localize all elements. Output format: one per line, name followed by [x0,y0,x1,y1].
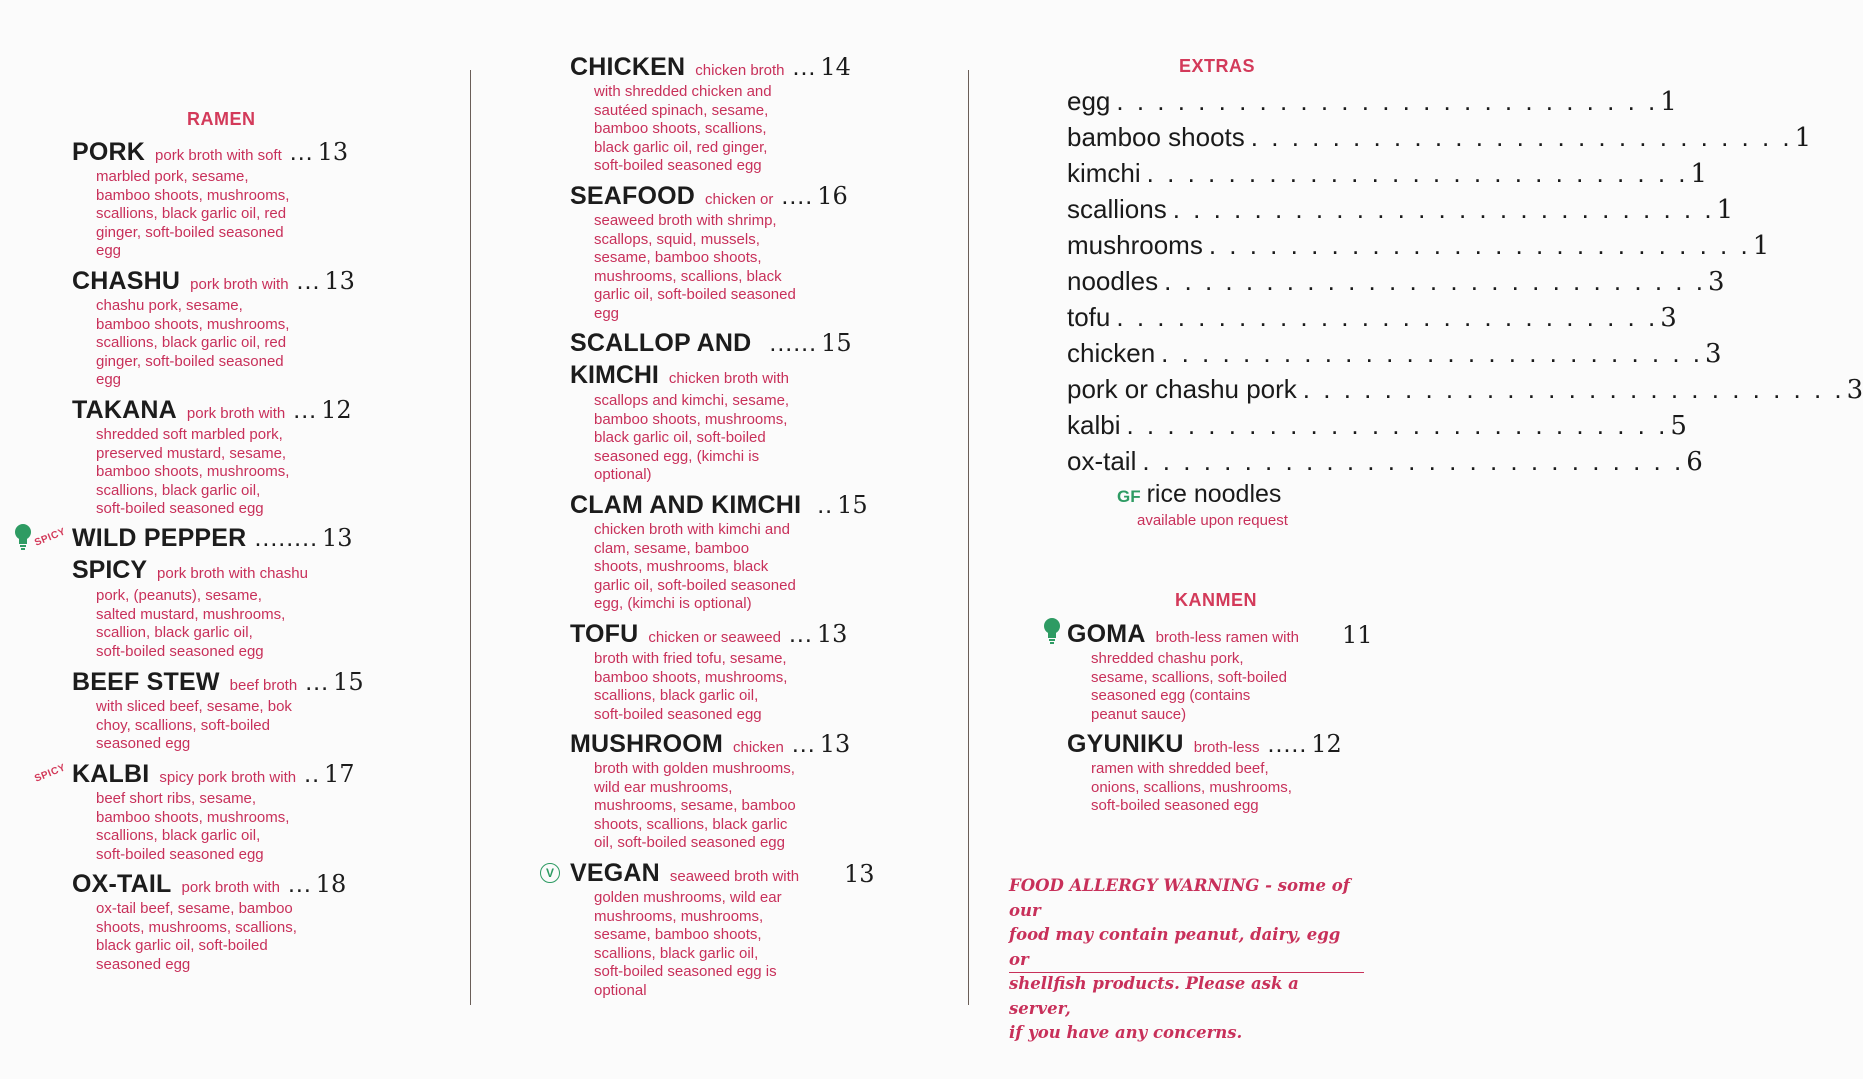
extra-price: 1 [1752,231,1770,261]
desc-line: bamboo shoots, mushrooms, [96,186,290,204]
extras-section-title: EXTRAS [1179,56,1256,76]
item-subtitle: spicy pork broth with [159,769,297,786]
item-price: 13 [317,138,349,166]
leader-dots: . . . . . . . . . . . . . . . . . . . . . . . . . . . [1126,410,1669,440]
item-subtitle: chicken broth with [668,370,789,387]
desc-line: mushrooms, sesame, bamboo [594,797,796,815]
menu-item-mushroom [570,730,850,853]
spicy-tag: SPICY [33,526,68,549]
desc-line: with shredded chicken and [594,83,772,100]
item-price: 13 [324,267,355,295]
item-price: 15 [837,491,868,519]
desc-line: bamboo shoots, scallions, [594,120,767,138]
desc-line: scallions, black garlic oil, red [96,205,287,223]
leader-dots: . . . . . . . . . . . . . . . . . . . . . . . . . . . [1250,122,1793,152]
leader-dots: . . . . . . . . . . . . . . . . . . . . . . . . . . . [1161,338,1704,368]
leader-dots: . . . . . . . . . . . . . . . . . . . . . . . . . . . [1142,446,1685,476]
item-price: 14 [820,53,851,81]
desc-line: scallions, black garlic oil, [594,944,759,962]
desc-line: seasoned egg, (kimchi is [594,447,760,465]
allergy-line: food may contain peanut, dairy, egg or [1009,925,1341,969]
item-name: PORK [72,138,146,166]
leader-dots: . . . . . . . . . . . . . . . . . . . . . . . . . . . [1208,230,1751,260]
leader-dots: ..... [1267,730,1308,758]
desc-line: ramen with shredded beef, [1091,760,1269,777]
desc-line: egg [594,304,620,322]
leader-dots: ... [296,267,321,295]
leader-dots: ... [305,668,330,696]
item-price: 13 [816,620,848,648]
extra-price: 3 [1705,339,1722,369]
extra-price: 1 [1794,123,1812,153]
desc-line: soft-boiled seasoned egg [96,500,264,518]
leader-dots: . . . . . . . . . . . . . . . . . . . . . . . . . . . [1116,302,1659,332]
item-description [594,212,848,324]
desc-line: salted mustard, mushrooms, [96,605,286,623]
desc-line: soft-boiled seasoned egg [1091,797,1259,815]
desc-line: soft-boiled seasoned egg is [594,963,777,981]
item-name-line2: SPICY [72,556,148,584]
leader-dots: ...... [769,329,818,357]
gf-note: available upon request [1137,512,1288,529]
extra-row [1067,194,1734,230]
extra-row [1067,338,1722,374]
desc-line: seasoned egg [96,955,191,973]
item-description [594,760,850,853]
vegan-icon: V [540,863,560,883]
extra-price: 1 [1690,159,1708,189]
extra-name: egg [1067,86,1111,116]
extra-row [1067,158,1708,194]
extra-price: 3 [1660,303,1677,333]
middle-column [471,0,968,1079]
menu-item-clam-and-kimchi [570,491,868,614]
desc-line: scallions, black garlic oil, [96,481,261,499]
item-subtitle: chicken [732,739,784,756]
desc-line: soft-boiled seasoned egg [594,157,762,175]
item-price: 13 [322,524,353,552]
item-description [96,587,353,661]
desc-line: onions, scallions, mushrooms, [1091,778,1292,796]
desc-line: sautéed spinach, sesame, [594,101,769,119]
extra-row [1067,302,1677,338]
item-description [96,426,352,519]
leader-dots: .. [304,760,321,788]
item-name: SEAFOOD [570,182,696,210]
extra-price: 5 [1670,411,1687,441]
item-name: SCALLOP AND [570,329,752,357]
extra-price: 1 [1660,87,1677,117]
desc-line: choy, scallions, soft-boiled [96,716,270,734]
desc-line: egg [96,371,122,389]
desc-line: seasoned egg [96,735,191,753]
item-name: GOMA [1067,620,1146,648]
desc-line: egg [96,242,122,260]
item-name: TOFU [570,620,639,648]
menu-item-chicken [570,53,851,176]
desc-line: shoots, mushrooms, black [594,558,769,576]
menu-item-scallop-and-kimchi [570,329,852,485]
extra-name: noodles [1067,266,1159,296]
item-description [594,392,852,485]
item-subtitle: broth-less ramen with [1155,629,1299,646]
item-subtitle: chicken or seaweed [648,629,781,646]
desc-line: bamboo shoots, mushrooms, [96,463,290,481]
item-price: 12 [321,396,352,424]
extra-row [1067,230,1770,266]
desc-line: soft-boiled seasoned egg [96,642,264,660]
item-price: 13 [844,860,875,888]
desc-line: shredded soft marbled pork, [96,426,283,443]
kanmen-section-title: KANMEN [1175,590,1257,610]
leader-dots: .. [817,491,834,519]
leader-dots: . . . . . . . . . . . . . . . . . . . . . . . . . . . [1172,194,1715,224]
desc-line: bamboo shoots, mushrooms, [96,315,290,333]
desc-line: seaweed broth with shrimp, [594,212,777,229]
divider [1009,972,1364,973]
desc-line: chicken broth with kimchi and [594,521,790,538]
lightbulb-icon [1042,616,1062,646]
menu-item-pork [72,138,348,261]
desc-line: ginger, soft-boiled seasoned [96,223,284,241]
menu-item-wild-pepper-spicy [72,524,353,661]
desc-line: egg, (kimchi is optional) [594,595,752,613]
ramen-column [0,0,470,1079]
desc-line: scallion, black garlic oil, [96,624,253,642]
item-description [594,83,851,176]
desc-line: mushrooms, scallions, black [594,267,782,285]
item-name: OX-TAIL [72,870,172,898]
menu-item-kalbi [72,760,355,864]
item-subtitle: pork broth with [181,879,280,896]
extra-name: bamboo shoots [1067,122,1245,152]
extra-name: ox-tail [1067,446,1137,476]
desc-line: wild ear mushrooms, [594,778,733,796]
item-name: BEEF STEW [72,668,220,696]
spicy-tag: SPICY [33,762,68,785]
item-description [1091,650,1299,724]
item-subtitle: chicken broth [695,62,785,79]
item-description [96,900,346,974]
desc-line: optional) [594,466,652,484]
desc-line: pork, (peanuts), sesame, [96,587,262,604]
item-name: GYUNIKU [1067,730,1184,758]
desc-line: sesame, scallions, soft-boiled [1091,668,1287,686]
item-description [1091,760,1342,816]
extra-name: kimchi [1067,158,1141,188]
allergy-line: shellfish products. Please ask a server, [1009,974,1299,1018]
desc-line: broth with fried tofu, sesame, [594,650,787,667]
menu-item-vegan [570,859,799,1001]
extra-row [1067,122,1812,158]
item-description [594,889,799,1001]
desc-line: shoots, scallions, black garlic [594,815,788,833]
menu-item-seafood [570,182,848,324]
desc-line: black garlic oil, soft-boiled [96,937,268,955]
leader-dots: . . . . . . . . . . . . . . . . . . . . . . . . . . . [1302,374,1845,404]
extra-row [1067,86,1677,122]
lightbulb-icon [13,522,33,552]
desc-line: bamboo shoots, mushrooms, [594,410,788,428]
item-price: 16 [817,182,848,210]
desc-line: chashu pork, sesame, [96,297,243,314]
item-price: 11 [1342,621,1373,649]
desc-line: optional [594,981,647,999]
leader-dots: .... [781,182,814,210]
leader-dots: ... [792,53,817,81]
desc-line: ginger, soft-boiled seasoned [96,352,284,370]
extra-row [1067,446,1703,482]
item-description [96,297,355,390]
item-name: KALBI [72,760,150,788]
extra-row [1067,266,1725,302]
desc-line: clam, sesame, bamboo [594,539,750,557]
desc-line: sesame, bamboo shoots, [594,926,762,944]
desc-line: black garlic oil, soft-boiled [594,429,766,447]
leader-dots: ... [289,138,314,166]
item-price: 15 [821,329,852,357]
desc-line: garlic oil, soft-boiled seasoned [594,576,796,594]
desc-line: with sliced beef, sesame, bok [96,698,292,715]
item-name: WILD PEPPER [72,524,247,552]
desc-line: shredded chashu pork, [1091,650,1244,667]
extra-price: 3 [1707,267,1725,297]
item-price: 18 [315,870,347,898]
item-subtitle: pork broth with [190,276,289,293]
leader-dots: ... [293,396,318,424]
extra-price: 3 [1846,375,1863,405]
item-name: CLAM AND KIMCHI [570,491,802,519]
desc-line: beef short ribs, sesame, [96,790,257,807]
menu-item-gyuniku [1067,730,1342,816]
item-subtitle: seaweed broth with [669,868,800,885]
item-name: MUSHROOM [570,730,723,758]
menu-item-takana [72,396,352,519]
item-name-line2: KIMCHI [570,361,659,389]
extra-price: 1 [1716,195,1734,225]
desc-line: soft-boiled seasoned egg [96,845,264,863]
gf-rice-noodles [1117,480,1281,509]
extra-name: chicken [1067,338,1156,368]
extra-name: mushrooms [1067,230,1203,260]
leader-dots: ........ [254,524,319,552]
extra-name: kalbi [1067,410,1121,440]
desc-line: scallops, squid, mussels, [594,230,760,248]
gf-title: rice noodles [1146,480,1282,508]
ramen-section-title: RAMEN [187,109,256,129]
extra-price: 6 [1686,447,1703,477]
item-name: CHICKEN [570,53,686,81]
item-subtitle: chicken or [705,191,774,208]
desc-line: shoots, mushrooms, scallions, [96,918,297,936]
extra-row [1067,410,1687,446]
extras-column [969,0,1863,1079]
item-price: 17 [324,760,355,788]
item-subtitle: beef broth [229,677,298,694]
item-subtitle: pork broth with chashu [157,565,308,582]
leader-dots: ... [788,620,813,648]
desc-line: ox-tail beef, sesame, bamboo [96,900,293,917]
item-price: 13 [819,730,851,758]
desc-line: preserved mustard, sesame, [96,444,287,462]
desc-line: mushrooms, mushrooms, [594,907,764,925]
desc-line: scallions, black garlic oil, red [96,334,287,352]
desc-line: marbled pork, sesame, [96,168,249,185]
item-description [594,521,868,614]
desc-line: golden mushrooms, wild ear [594,889,782,906]
item-description [594,650,847,724]
item-subtitle: broth-less [1193,739,1260,756]
item-price: 12 [1311,730,1342,758]
item-description [96,698,364,754]
desc-line: scallions, black garlic oil, [96,827,261,845]
leader-dots: ... [791,730,816,758]
extra-row [1067,374,1863,410]
menu-item-beef-stew [72,668,364,754]
desc-line: peanut sauce) [1091,705,1187,723]
desc-line: bamboo shoots, mushrooms, [96,808,290,826]
item-subtitle: pork broth with soft [155,147,282,164]
item-name: TAKANA [72,396,177,424]
gluten-free-badge: GF [1117,487,1141,506]
desc-line: soft-boiled seasoned egg [594,705,762,723]
desc-line: bamboo shoots, mushrooms, [594,668,788,686]
desc-line: black garlic oil, red ginger, [594,138,768,156]
extra-name: tofu [1067,302,1111,332]
leader-dots: . . . . . . . . . . . . . . . . . . . . . . . . . . . [1116,86,1659,116]
allergy-line: if you have any concerns. [1009,1023,1243,1042]
item-price: 15 [333,668,364,696]
extra-name: scallions [1067,194,1167,224]
item-description [96,790,355,864]
desc-line: garlic oil, soft-boiled seasoned [594,286,796,304]
leader-dots: ... [287,870,312,898]
allergy-line: FOOD ALLERGY WARNING - some of our [1009,876,1350,920]
menu-item-chashu [72,267,355,390]
allergy-warning [1009,874,1365,1046]
menu-item-goma [1067,620,1299,724]
item-subtitle: pork broth with [186,405,286,422]
desc-line: sesame, bamboo shoots, [594,249,762,267]
leader-dots: . . . . . . . . . . . . . . . . . . . . . . . . . . . [1164,266,1706,296]
desc-line: scallops and kimchi, sesame, [594,392,790,409]
item-description [96,168,348,261]
extra-name: pork or chashu pork [1067,374,1297,404]
item-name: CHASHU [72,267,181,295]
desc-line: broth with golden mushrooms, [594,760,795,777]
leader-dots: . . . . . . . . . . . . . . . . . . . . . . . . . . . [1146,158,1689,188]
desc-line: oil, soft-boiled seasoned egg [594,834,785,852]
desc-line: scallions, black garlic oil, [594,687,759,705]
menu-item-ox-tail [72,870,346,974]
item-name: VEGAN [570,859,660,887]
desc-line: seasoned egg (contains [1091,687,1251,705]
menu-item-tofu [570,620,847,724]
